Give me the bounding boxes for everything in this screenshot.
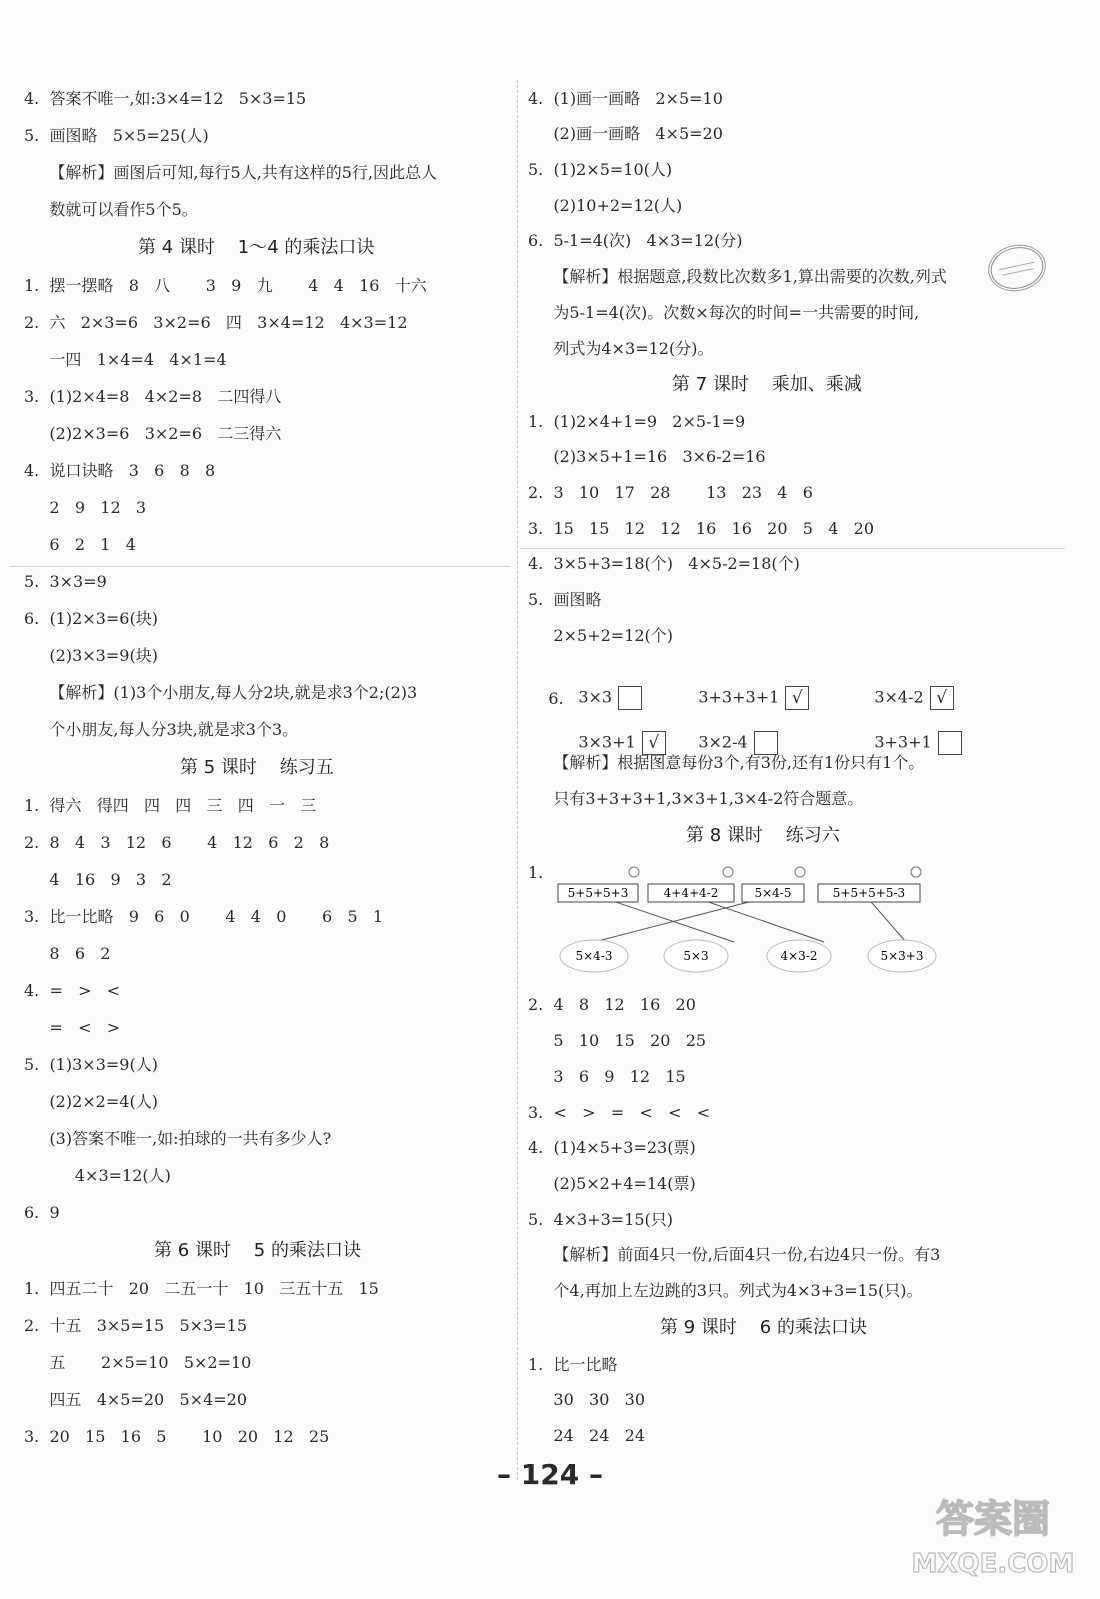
analysis-line: 数就可以看作5个5。 bbox=[24, 200, 198, 219]
answer-line: 3 6 9 12 15 bbox=[528, 1067, 686, 1086]
answer-line: 5 10 15 20 25 bbox=[528, 1031, 707, 1050]
expression: 3+3+3+1 bbox=[698, 687, 780, 707]
expression: 3×3+1 bbox=[578, 732, 636, 752]
page-number: – 124 – bbox=[497, 1458, 603, 1491]
expression: 3+3+1 bbox=[874, 732, 932, 752]
answer-line: (2)3×3=9(块) bbox=[24, 646, 158, 665]
bottom-expression: 5×3 bbox=[683, 949, 709, 963]
watermark-logo bbox=[908, 1484, 1078, 1584]
top-expression: 5+5+5+5-3 bbox=[832, 886, 906, 900]
analysis-line: 【解析】画图后可知,每行5人,共有这样的5行,因此总人 bbox=[24, 163, 438, 182]
answer-line: 3. (1)2×4=8 4×2=8 二四得八 bbox=[24, 387, 282, 406]
answer-line: 24 24 24 bbox=[528, 1426, 646, 1445]
answer-line: 2 9 12 3 bbox=[24, 498, 147, 517]
analysis-line: 个小朋友,每人分3块,就是求3个3。 bbox=[24, 720, 299, 739]
answer-line: 6. (1)2×3=6(块) bbox=[24, 609, 158, 628]
separator-rule bbox=[10, 566, 510, 567]
answer-line: (2)2×3=6 3×2=6 二三得六 bbox=[24, 424, 282, 443]
bee-icon bbox=[795, 867, 805, 877]
answer-line: 四五 4×5=20 5×4=20 bbox=[24, 1390, 248, 1409]
answer-line: (2)3×5+1=16 3×6-2=16 bbox=[528, 447, 766, 466]
expression: 3×2-4 bbox=[698, 732, 748, 752]
answer-line: 8 6 2 bbox=[24, 944, 111, 963]
answer-line: 4×3=12(人) bbox=[24, 1166, 171, 1185]
answer-line: 4. (1)4×5+3=23(票) bbox=[528, 1138, 696, 1157]
top-expression: 5+5+5+3 bbox=[567, 886, 629, 900]
answer-checkbox[interactable]: √ bbox=[642, 731, 666, 755]
answer-line: 4. = > < bbox=[24, 981, 121, 1000]
answer-line: 2. 六 2×3=6 3×2=6 四 3×4=12 4×3=12 bbox=[24, 313, 408, 332]
matching-lines bbox=[594, 896, 906, 942]
answer-line: 4. 答案不唯一,如:3×4=12 5×3=15 bbox=[24, 89, 307, 108]
separator-rule bbox=[520, 548, 1065, 549]
answer-line: 3. 20 15 16 5 10 20 12 25 bbox=[24, 1427, 330, 1446]
analysis-line: 个4,再加上左边跳的3只。列式为4×3+3=15(只)。 bbox=[528, 1281, 923, 1300]
question-number: 1. bbox=[528, 863, 544, 882]
answer-line: (2)2×2=4(人) bbox=[24, 1092, 158, 1111]
answer-line: 1. 四五二十 20 二五一十 10 三五十五 15 bbox=[24, 1279, 379, 1298]
bee-icon bbox=[911, 867, 921, 877]
stamp-icon bbox=[984, 239, 1050, 296]
analysis-line: 【解析】前面4只一份,后面4只一份,右边4只一份。有3 bbox=[528, 1245, 941, 1264]
answer-line: 1. 得六 得四 四 四 三 四 一 三 bbox=[24, 796, 317, 815]
section-heading: 第 9 课时 6 的乘法口诀 bbox=[660, 1317, 867, 1338]
watermark-text-bottom: MXQE.COM bbox=[911, 1549, 1075, 1579]
answer-line: 1. 摆一摆略 8 八 3 9 九 4 4 16 十六 bbox=[24, 276, 427, 295]
section-heading: 第 5 课时 练习五 bbox=[180, 757, 334, 778]
analysis-line: 只有3+3+3+1,3×3+1,3×4-2符合题意。 bbox=[528, 789, 864, 808]
answer-line: 5. 画图略 bbox=[528, 590, 602, 609]
section-heading: 第 4 课时 1～4 的乘法口诀 bbox=[138, 237, 375, 258]
bottom-expression: 4×3-2 bbox=[780, 949, 818, 963]
analysis-line: 【解析】根据题意,段数比次数多1,算出需要的次数,列式 bbox=[528, 267, 947, 286]
answer-line: 5. 3×3=9 bbox=[24, 572, 107, 591]
answer-line: 5. (1)2×5=10(人) bbox=[528, 160, 673, 179]
answer-line: 一四 1×4=4 4×1=4 bbox=[24, 350, 227, 369]
answer-line: 2. 十五 3×5=15 5×3=15 bbox=[24, 1316, 248, 1335]
answer-checkbox[interactable]: √ bbox=[785, 686, 809, 710]
answer-line: (2)10+2=12(人) bbox=[528, 196, 683, 215]
bottom-expression: 5×4-3 bbox=[575, 949, 613, 963]
answer-line: 30 30 30 bbox=[528, 1390, 646, 1409]
bottom-expression: 5×3+3 bbox=[880, 949, 924, 963]
expression: 3×3 bbox=[578, 687, 613, 707]
answer-line: 2. 8 4 3 12 6 4 12 6 2 8 bbox=[24, 833, 330, 852]
section-heading: 第 7 课时 乘加、乘减 bbox=[672, 374, 862, 395]
answer-line: 2. 4 8 12 16 20 bbox=[528, 995, 696, 1014]
answer-line: 5. 画图略 5×5=25(人) bbox=[24, 126, 209, 145]
analysis-line: 为5-1=4(次)。次数×每次的时间=一共需要的时间, bbox=[528, 303, 920, 322]
bee-icon bbox=[723, 867, 733, 877]
answer-line: 3. 15 15 12 12 16 16 20 5 4 20 bbox=[528, 519, 874, 538]
answer-line: = < > bbox=[24, 1018, 121, 1037]
question-number: 6. bbox=[548, 689, 564, 708]
analysis-line: 列式为4×3=12(分)。 bbox=[528, 339, 714, 358]
answer-line: 1. (1)2×4+1=9 2×5-1=9 bbox=[528, 412, 746, 431]
answer-line: (3)答案不唯一,如:拍球的一共有多少人? bbox=[24, 1129, 332, 1148]
bee-icon bbox=[629, 867, 639, 877]
expression: 3×4-2 bbox=[874, 687, 924, 707]
top-expression: 5×4-5 bbox=[754, 886, 792, 900]
top-expression: 4+4+4-2 bbox=[663, 886, 719, 900]
answer-checkbox[interactable]: √ bbox=[930, 686, 954, 710]
section-heading: 第 8 课时 练习六 bbox=[686, 825, 840, 846]
answer-line: 3. 比一比略 9 6 0 4 4 0 6 5 1 bbox=[24, 907, 384, 926]
answer-line: 1. 比一比略 bbox=[528, 1355, 618, 1374]
answer-checkbox[interactable] bbox=[618, 686, 642, 710]
column-divider bbox=[517, 80, 518, 1480]
answer-line: 4. 3×5+3=18(个) 4×5-2=18(个) bbox=[528, 554, 800, 573]
answer-line: 5. 4×3+3=15(只) bbox=[528, 1210, 674, 1229]
watermark-text-top: 答案圈 bbox=[935, 1497, 1051, 1541]
answer-line: 5. (1)3×3=9(人) bbox=[24, 1055, 158, 1074]
answer-line: 6. 9 bbox=[24, 1203, 60, 1222]
answer-line: 6. 5-1=4(次) 4×3=12(分) bbox=[528, 231, 743, 250]
analysis-line: 【解析】(1)3个小朋友,每人分2块,就是求3个2;(2)3 bbox=[24, 683, 418, 702]
answer-line: (2)画一画略 4×5=20 bbox=[528, 124, 723, 143]
answer-line: 五 2×5=10 5×2=10 bbox=[24, 1353, 252, 1372]
answer-checkbox[interactable] bbox=[938, 731, 962, 755]
answer-line: 4. (1)画一画略 2×5=10 bbox=[528, 89, 723, 108]
answer-line: (2)5×2+4=14(票) bbox=[528, 1174, 696, 1193]
answer-line: 4. 说口诀略 3 6 8 8 bbox=[24, 461, 216, 480]
analysis-line: 【解析】根据图意每份3个,有3份,还有1份只有1个。 bbox=[528, 753, 925, 772]
answer-line: 3. < > = < < < bbox=[528, 1103, 711, 1122]
answer-line: 2×5+2=12(个) bbox=[528, 626, 674, 645]
section-heading: 第 6 课时 5 的乘法口诀 bbox=[154, 1240, 361, 1261]
answer-line: 2. 3 10 17 28 13 23 4 6 bbox=[528, 483, 813, 502]
matching-diagram bbox=[556, 860, 956, 980]
answer-line: 6 2 1 4 bbox=[24, 535, 136, 554]
answer-line: 4 16 9 3 2 bbox=[24, 870, 172, 889]
